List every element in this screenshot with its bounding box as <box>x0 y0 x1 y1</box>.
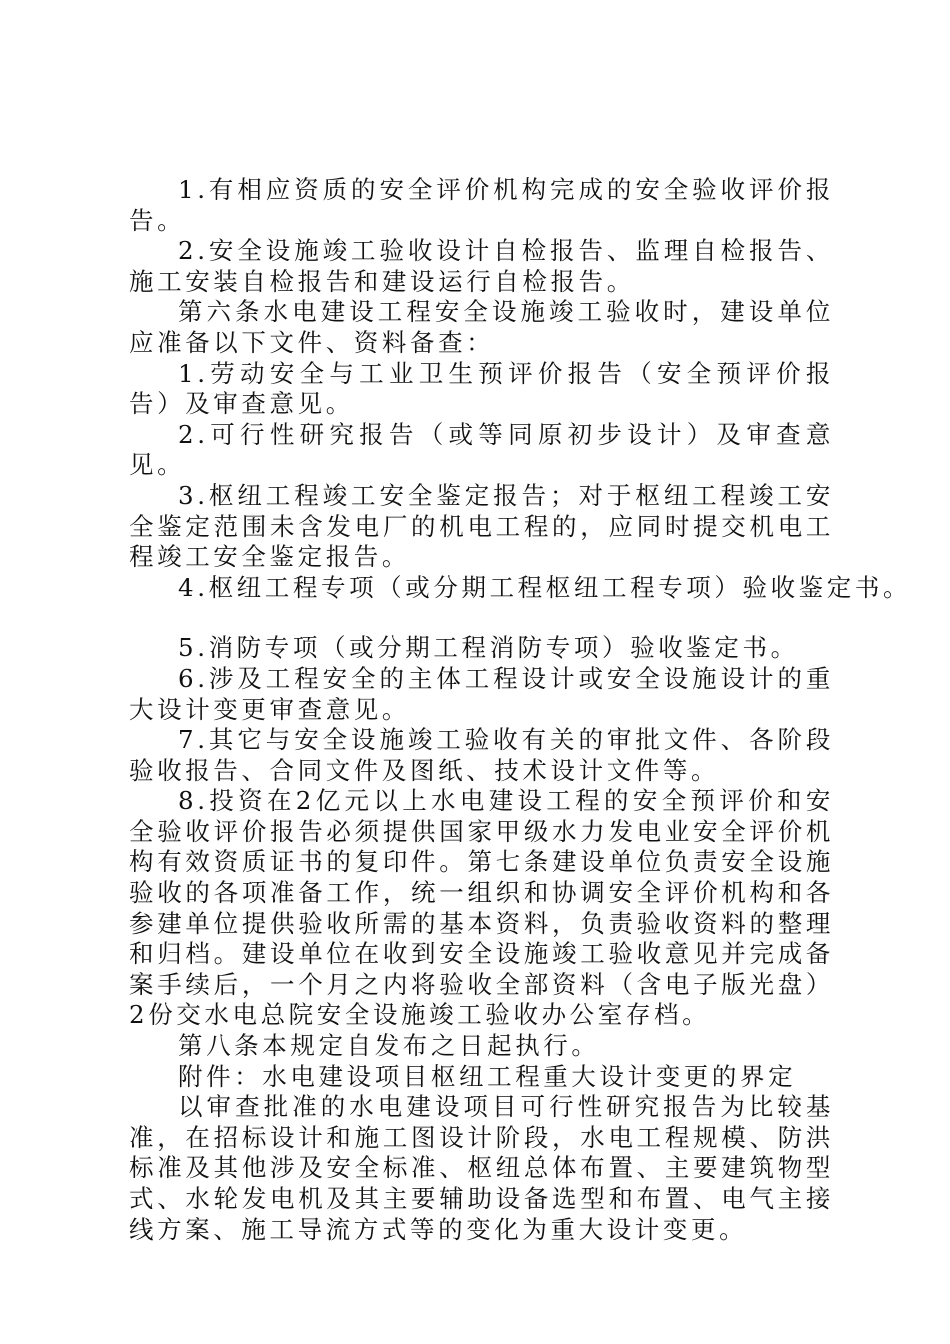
paragraph-file-2: 2.可行性研究报告（或等同原初步设计）及审查意见。 <box>129 419 834 480</box>
paragraph-attachment-title: 附件：水电建设项目枢纽工程重大设计变更的界定 <box>178 1061 797 1091</box>
paragraph-item-2: 2.安全设施竣工验收设计自检报告、监理自检报告、施工安装自检报告和建设运行自检报告。 <box>129 236 834 296</box>
paragraph-attachment-body: 以审查批准的水电建设项目可行性研究报告为比较基准，在招标设计和施工图设计阶段，水电工程规模、防洪标准及其他涉及安全标准、枢纽总体布置、主要建筑物型式、水轮发电机及其主要辅助设备选型和布置、电气主接线方案、施工导流方式等的变化为重大设计变更。 <box>129 1092 834 1244</box>
paragraph-file-3: 3.枢纽工程竣工安全鉴定报告；对于枢纽工程竣工安全鉴定范围未含发电厂的机电工程的，应同时提交机电工程竣工安全鉴定报告。 <box>129 480 834 572</box>
paragraph-file-8-article-7: 8.投资在2亿元以上水电建设工程的安全预评价和安全验收评价报告必须提供国家甲级水力发电业安全评价机构有效资质证书的复印件。第七条建设单位负责安全设施验收的各项准备工作，统一组织和协调安全评价机构和各参建单位提供验收所需的基本资料，负责验收资料的整理和归档。建设单位在收到安全设施竣工验收意见并完成备案手续后，一个月之内将验收全部资料（含电子版光盘）2份交水电总院安全设施竣工验收办公室存档。 <box>129 786 834 1030</box>
paragraph-article-6: 第六条水电建设工程安全设施竣工验收时，建设单位应准备以下文件、资料备查： <box>129 297 834 357</box>
paragraph-file-6: 6.涉及工程安全的主体工程设计或安全设施设计的重大设计变更审查意见。 <box>129 663 834 724</box>
paragraph-file-5: 5.消防专项（或分期工程消防专项）验收鉴定书。 <box>178 633 799 663</box>
paragraph-file-7: 7.其它与安全设施竣工验收有关的审批文件、各阶段验收报告、合同文件及图纸、技术设计文件等。 <box>129 725 834 785</box>
document-body <box>129 175 912 1245</box>
paragraph-file-1: 1.劳动安全与工业卫生预评价报告（安全预评价报告）及审查意见。 <box>129 358 834 419</box>
paragraph-file-4: 4.枢纽工程专项（或分期工程枢纽工程专项）验收鉴定书。 <box>178 572 912 602</box>
paragraph-article-8: 第八条本规定自发布之日起执行。 <box>178 1031 600 1061</box>
paragraph-item-1: 1.有相应资质的安全评价机构完成的安全验收评价报告。 <box>129 175 834 235</box>
